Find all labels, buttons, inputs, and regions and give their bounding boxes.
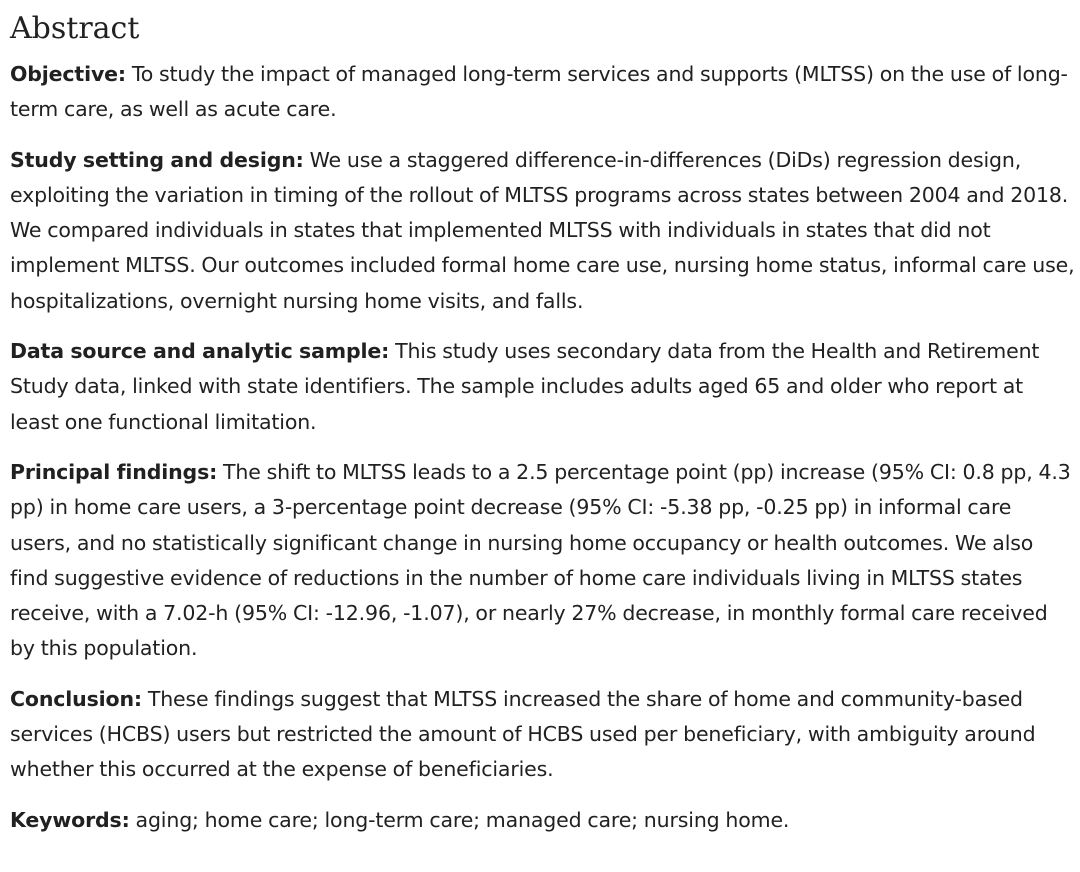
keywords-paragraph bbox=[10, 803, 1076, 838]
study-design-text: We use a staggered difference-in-differences (DiDs) regression design, exploiting the variation in timing of the rollout of MLTSS programs across states between 2004 and 2018. We compared individuals in states that implemented MLTSS with individuals in states that did not implement MLTSS. Our outcomes included formal home care use, nursing home status, informal care use, hospitalizations, overnight nursing home visits, and falls. bbox=[10, 147, 1075, 313]
conclusion-text: These findings suggest that MLTSS increased the share of home and community-based services (HCBS) users but restricted the amount of HCBS used per beneficiary, with ambiguity around whether this occurred at the expense of beneficiaries. bbox=[10, 686, 1036, 782]
conclusion-paragraph bbox=[10, 682, 1076, 788]
objective-paragraph bbox=[10, 57, 1076, 128]
principal-findings-paragraph bbox=[10, 455, 1076, 667]
study-design-label: Study setting and design: bbox=[10, 147, 304, 172]
principal-findings-text: The shift to MLTSS leads to a 2.5 percentage point (pp) increase (95% CI: 0.8 pp, 4.3 pp) in home care users, a 3-percentage point decrease (95% CI: -5.38 pp, -0.25 pp) in informal care users, and no statistically significant change in nursing home occupancy or health outcomes. We also find suggestive evidence of reductions in the number of home care individuals living in MLTSS states receive, with a 7.02-h (95% CI: -12.96, -1.07), or nearly 27% decrease, in monthly formal care received by this population. bbox=[10, 459, 1071, 661]
keywords-label: Keywords: bbox=[10, 807, 130, 832]
study-design-paragraph bbox=[10, 143, 1076, 319]
conclusion-label: Conclusion: bbox=[10, 686, 142, 711]
abstract-heading: Abstract bbox=[10, 11, 140, 46]
objective-label: Objective: bbox=[10, 62, 126, 86]
data-source-label: Data source and analytic sample: bbox=[10, 339, 390, 364]
objective-text: To study the impact of managed long-term services and supports (MLTSS) on the use of long-term care, as well as acute care. bbox=[10, 62, 1068, 122]
keywords-text: aging; home care; long-term care; managed care; nursing home. bbox=[135, 807, 790, 832]
principal-findings-label: Principal findings: bbox=[10, 459, 218, 484]
data-source-paragraph bbox=[10, 334, 1076, 440]
data-source-text: This study uses secondary data from the Health and Retirement Study data, linked with state identifiers. The sample includes adults aged 65 and older who report at least one functional limitation. bbox=[10, 339, 1040, 434]
